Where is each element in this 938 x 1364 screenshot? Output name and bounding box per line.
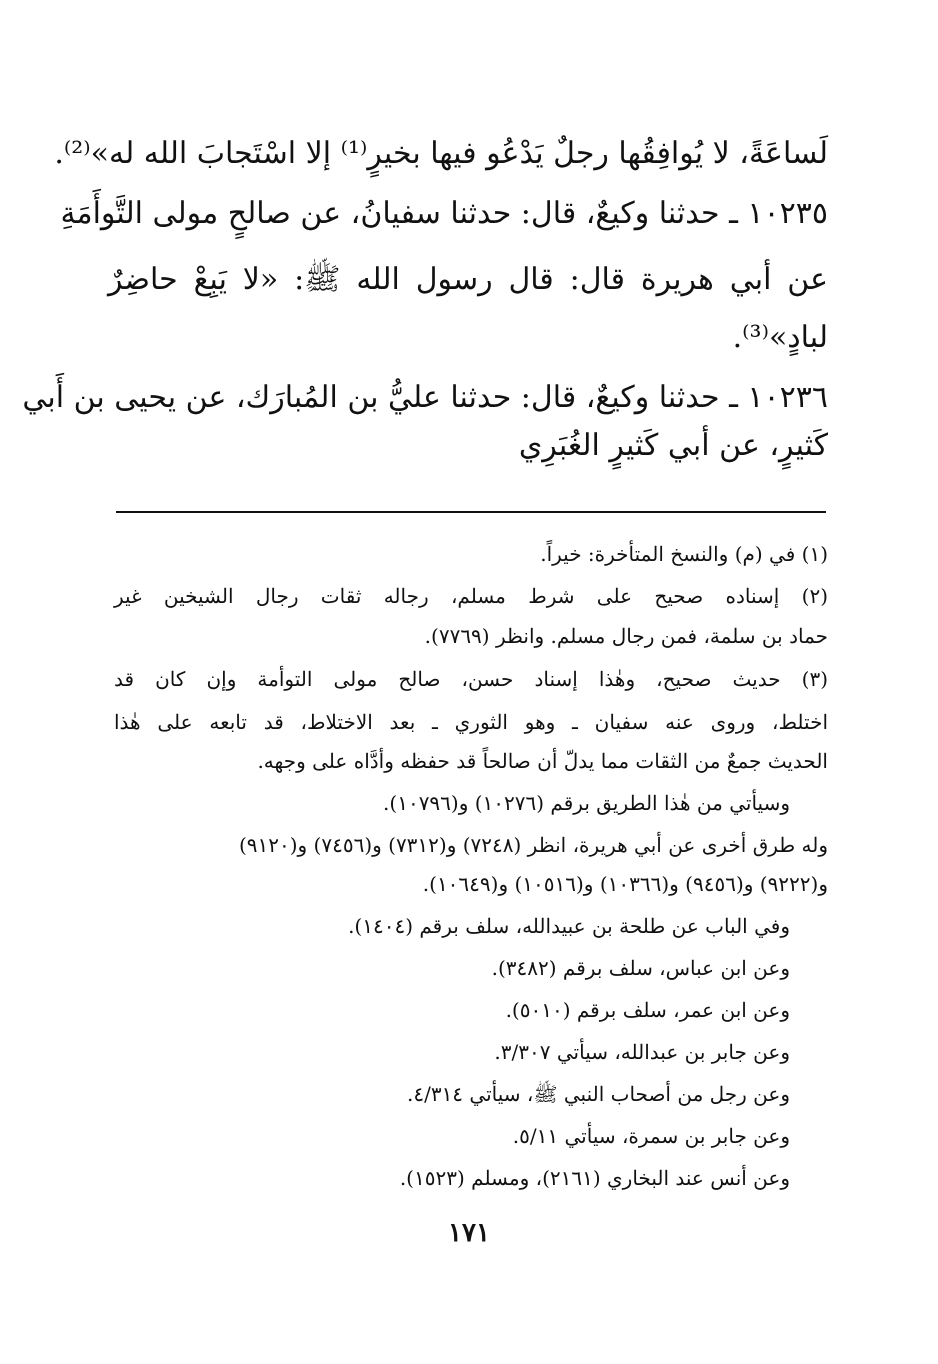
main-text-line-2: ١٠٢٣٥ ـ حدثنا وكيعٌ، قال: حدثنا سفيانُ، عن صالحٍ مولى التَّوأَمَةِ xyxy=(60,196,828,231)
footnote-3: (٣) حديث صحيح، وهٰذا إسناد حسن، صالح مولى التوأمة وإن كان قد xyxy=(114,667,828,691)
main-text-line-3: عن أبي هريرة قال: قال رسول الله ﷺ: «لا يَبِعْ حاضِرٌ xyxy=(108,262,828,297)
footnote-2: (٢) إسناده صحيح على شرط مسلم، رجاله ثقات رجال الشيخين غير xyxy=(114,584,828,608)
footnote-3-cont-5: و(٩٢٢٢) و(٩٤٥٦) و(١٠٣٦٦) و(١٠٥١٦) و(١٠٦٤٩). xyxy=(422,872,828,896)
footnote-3-cont-11: وعن جابر بن سمرة، سيأتي ٥/١١. xyxy=(512,1124,790,1148)
main-text-line-6: كَثيرٍ، عن أبي كَثيرٍ الغُبَرِي xyxy=(518,428,828,463)
footnote-3-cont-8: وعن ابن عمر، سلف برقم (٥٠١٠). xyxy=(505,998,790,1022)
footnote-3-cont-7: وعن ابن عباس، سلف برقم (٣٤٨٢). xyxy=(491,956,790,980)
footnote-3-cont-3: وسيأتي من هٰذا الطريق برقم (١٠٢٧٦) و(١٠٧٩٦). xyxy=(383,791,790,815)
footnote-3-cont-1: اختلط، وروى عنه سفيان ـ وهو الثوري ـ بعد الاختلاط، قد تابعه على هٰذا xyxy=(114,710,828,734)
footnote-3-cont-12: وعن أنس عند البخاري (٢١٦١)، ومسلم (١٥٢٣). xyxy=(399,1166,790,1190)
footnote-3-cont-10: وعن رجل من أصحاب النبي ﷺ، سيأتي ٤/٣١٤. xyxy=(406,1082,790,1106)
main-text-line-4: لبادٍ»⁽³⁾. xyxy=(732,320,828,355)
page-number: ١٧١ xyxy=(448,1218,490,1248)
footnote-separator xyxy=(116,511,826,513)
footnote-3-cont-2: الحديث جمعٌ من الثقات مما يدلّ أن صالحاً قد حفظه وأدَّاه على وجهه. xyxy=(257,749,828,773)
footnote-1: (١) في (م) والنسخ المتأخرة: خيراً. xyxy=(540,542,828,566)
main-text-line-5: ١٠٢٣٦ ـ حدثنا وكيعٌ، قال: حدثنا عليُّ بن المُبارَك، عن يحيى بن أَبي xyxy=(22,380,828,415)
footnote-3-cont-6: وفي الباب عن طلحة بن عبيدالله، سلف برقم (١٤٠٤). xyxy=(348,914,790,938)
main-text-line-1: لَساعَةً، لا يُوافِقُها رجلٌ يَدْعُو فيها بخيرٍ⁽¹⁾ إلا اسْتَجابَ الله له»⁽²⁾. xyxy=(54,136,828,171)
footnote-3-cont-9: وعن جابر بن عبدالله، سيأتي ٣/٣٠٧. xyxy=(494,1040,790,1064)
footnote-3-cont-4: وله طرق أخرى عن أبي هريرة، انظر (٧٢٤٨) و(٧٣١٢) و(٧٤٥٦) و(٩١٢٠) xyxy=(238,833,828,857)
footnote-2-cont: حماد بن سلمة، فمن رجال مسلم. وانظر (٧٧٦٩). xyxy=(424,624,828,648)
